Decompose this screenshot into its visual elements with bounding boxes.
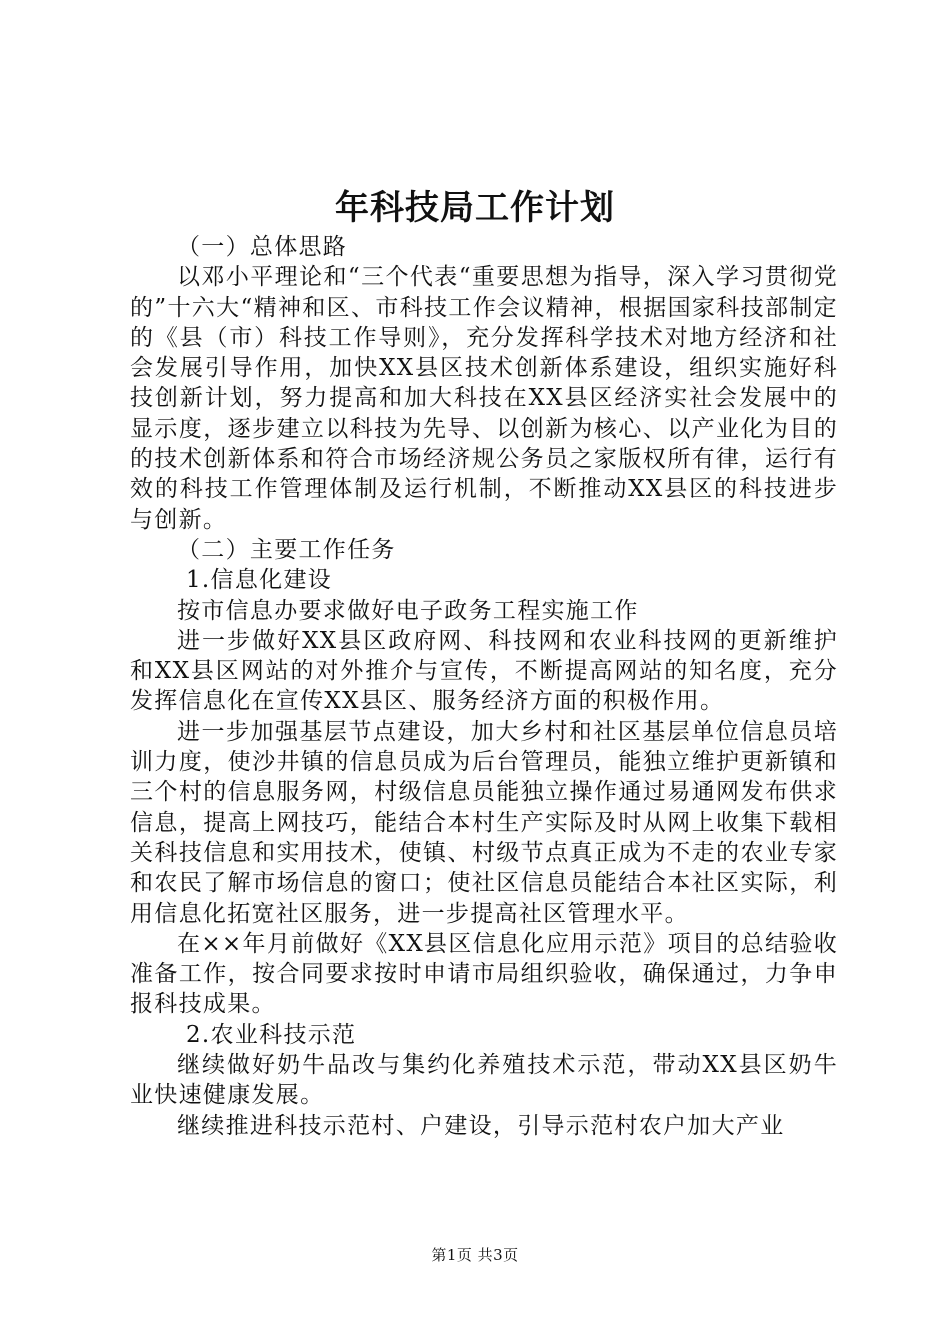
numbered-heading: 2.农业科技示范 xyxy=(186,1021,357,1048)
section-heading: （一）总体思路 xyxy=(177,234,348,260)
body-paragraph: 继续做好奶牛品改与集约化养殖技术示范，带动XX县区奶牛业快速健康发展。 xyxy=(130,1052,838,1109)
page-title: 年科技局工作计划 xyxy=(335,188,615,228)
body-paragraph: 继续推进科技示范村、户建设，引导示范村农户加大产业 xyxy=(177,1112,785,1139)
numbered-heading: 1.信息化建设 xyxy=(186,567,333,594)
document-body xyxy=(130,232,838,1141)
body-paragraph: 按市信息办要求做好电子政务工程实施工作 xyxy=(177,597,639,624)
body-paragraph: 以邓小平理论和“三个代表“重要思想为指导，深入学习贯彻党的”十六大“精神和区、市科技工作会议精神，根据国家科技部制定的《县（市）科技工作导则》，充分发挥科学技术对地方经济和社会发展引导作用，加快XX县区技术创新体系建设，组织实施好科技创新计划，努力提高和加大科技在XX县区经济实社会发展中的显示度，逐步建立以科技为先导、以创新为核心、以产业化为目的的技术创新体系和符合市场经济规公务员之家版权所有律，运行有效的科技工作管理体制及运行机制，不断推动XX县区的科技进步与创新。 xyxy=(130,264,838,533)
body-paragraph: 在××年月前做好《XX县区信息化应用示范》项目的总结验收准备工作，按合同要求按时申请市局组织验收，确保通过，力争申报科技成果。 xyxy=(130,930,838,1018)
page-footer: 第1页 共3页 xyxy=(431,1246,519,1264)
section-heading: （二）主要工作任务 xyxy=(177,536,396,563)
body-paragraph: 进一步做好XX县区政府网、科技网和农业科技网的更新维护和XX县区网站的对外推介与宣传，不断提高网站的知名度，充分发挥信息化在宣传XX县区、服务经济方面的积极作用。 xyxy=(130,627,838,715)
body-paragraph: 进一步加强基层节点建设，加大乡村和社区基层单位信息员培训力度，使沙井镇的信息员成为后台管理员，能独立维护更新镇和三个村的信息服务网，村级信息员能独立操作通过易通网发布供求信息，提高上网技巧，能结合本村生产实际及时从网上收集下载相关科技信息和实用技术，使镇、村级节点真正成为不走的农业专家和农民了解市场信息的窗口；使社区信息员能结合本社区实际，利用信息化拓宽社区服务，进一步提高社区管理水平。 xyxy=(130,718,838,927)
